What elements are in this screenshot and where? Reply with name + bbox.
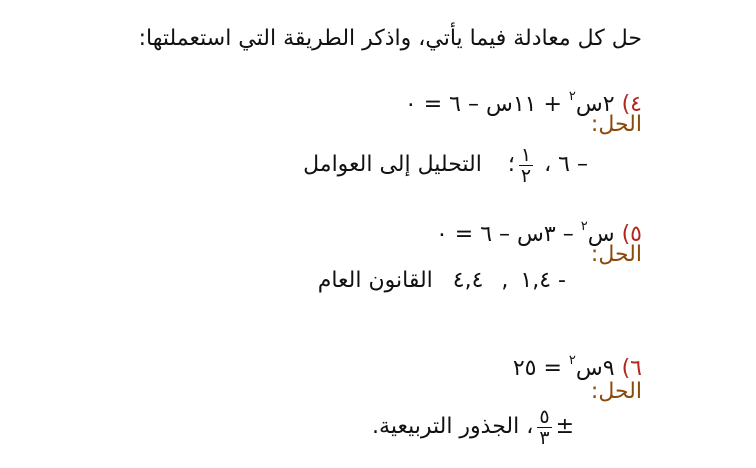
fraction-numerator: ١ <box>520 143 532 166</box>
problem-4-answer <box>303 142 588 188</box>
equation-rest: = ٢٥ <box>512 356 569 381</box>
method-label: ، الجذور التربيعية. <box>372 414 534 439</box>
answer-value: ٤,٤ <box>452 268 484 293</box>
answer-comma: , <box>501 268 509 293</box>
answer-value: - ١,٤ <box>520 268 566 293</box>
instruction-text: حل كل معادلة فيما يأتي، واذكر الطريقة التي استعملتها: <box>138 26 642 51</box>
answer-value: – ٦ ، <box>537 152 588 177</box>
equation-term: ٩س <box>575 356 615 381</box>
problem-6-answer <box>372 404 574 450</box>
fraction-denominator: ٢ <box>520 164 532 187</box>
exponent: ٢ <box>580 219 588 234</box>
solution-label: الحل: <box>590 112 642 137</box>
solution-label: الحل: <box>590 379 642 404</box>
solution-label: الحل: <box>590 242 642 267</box>
problem-number: ٥) <box>621 222 642 247</box>
method-label: التحليل إلى العوامل <box>303 152 482 177</box>
problem-number: ٤) <box>621 92 642 117</box>
plus-minus-sign: ± <box>555 414 574 439</box>
equation-rest: + ١١س – ٦ = ٠ <box>404 92 569 117</box>
fraction-denominator: ٣ <box>539 426 550 449</box>
exponent: ٢ <box>568 89 576 104</box>
equation-term: س <box>587 222 615 247</box>
fraction-numerator: ٥ <box>539 405 550 428</box>
problem-number: ٦) <box>621 356 642 381</box>
exponent: ٢ <box>568 353 576 368</box>
problem-5-answer <box>318 266 566 296</box>
equation-term: ٢س <box>575 92 615 117</box>
fraction <box>537 407 551 448</box>
answer-separator: ؛ <box>507 152 515 177</box>
method-label: القانون العام <box>317 268 433 293</box>
equation-rest: – ٣س – ٦ = ٠ <box>435 222 581 247</box>
fraction <box>519 145 533 186</box>
